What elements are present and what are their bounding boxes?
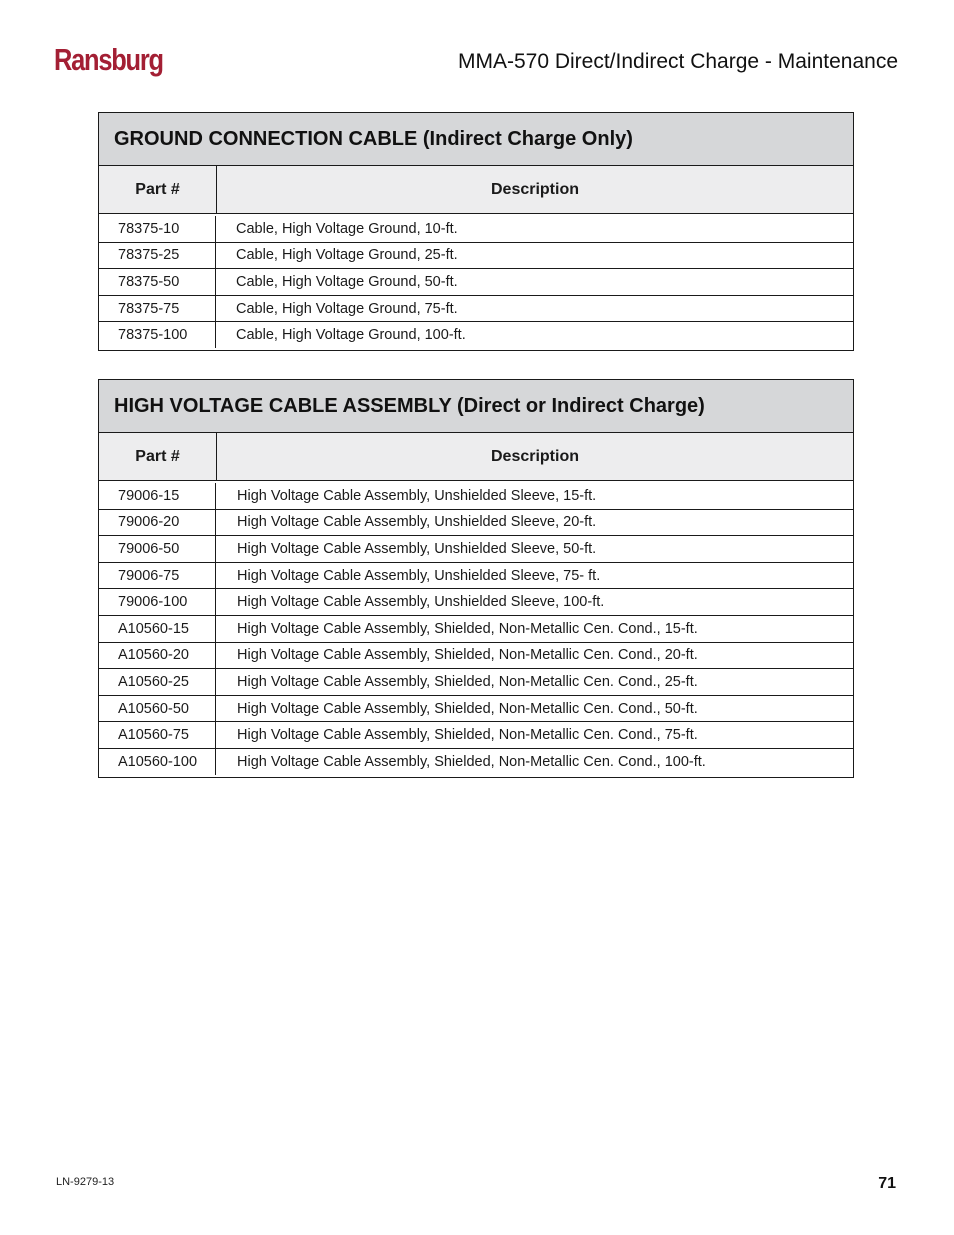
part-number: A10560-50 xyxy=(99,696,216,722)
document-number: LN-9279-13 xyxy=(56,1176,115,1188)
part-number: A10560-20 xyxy=(99,643,216,669)
page-number: 71 xyxy=(878,1175,896,1192)
table-row xyxy=(99,668,853,695)
part-number: 79006-15 xyxy=(99,483,216,509)
part-description: High Voltage Cable Assembly, Shielded, Non-Metallic Cen. Cond., 100-ft. xyxy=(237,753,706,770)
part-description: Cable, High Voltage Ground, 100-ft. xyxy=(236,327,466,344)
table-title: GROUND CONNECTION CABLE (Indirect Charge Only) xyxy=(99,113,853,166)
table-row xyxy=(99,321,853,348)
part-description: Cable, High Voltage Ground, 75-ft. xyxy=(236,300,458,317)
table-row xyxy=(99,748,853,775)
part-description: Cable, High Voltage Ground, 50-ft. xyxy=(236,273,458,290)
part-number: 78375-10 xyxy=(99,216,216,242)
table-header-row xyxy=(99,433,853,481)
part-description: High Voltage Cable Assembly, Unshielded Sleeve, 20-ft. xyxy=(237,514,597,531)
table-header-row xyxy=(99,166,853,214)
table-row xyxy=(99,242,853,269)
part-description: High Voltage Cable Assembly, Shielded, Non-Metallic Cen. Cond., 25-ft. xyxy=(237,673,698,690)
part-number: 79006-75 xyxy=(99,563,216,589)
part-number: 79006-20 xyxy=(99,510,216,536)
part-description: High Voltage Cable Assembly, Shielded, Non-Metallic Cen. Cond., 75-ft. xyxy=(237,727,698,744)
table-row xyxy=(99,695,853,722)
table-row xyxy=(99,268,853,295)
part-description: High Voltage Cable Assembly, Shielded, Non-Metallic Cen. Cond., 20-ft. xyxy=(237,647,698,664)
part-number: 78375-75 xyxy=(99,296,216,322)
table-row xyxy=(99,562,853,589)
part-number: 79006-100 xyxy=(99,589,216,615)
column-header-part: Part # xyxy=(99,166,217,213)
document-title: MMA-570 Direct/Indirect Charge - Maintenance xyxy=(457,50,898,73)
table-title: HIGH VOLTAGE CABLE ASSEMBLY (Direct or Indirect Charge) xyxy=(99,380,853,433)
part-number: 78375-25 xyxy=(99,243,216,269)
table-row xyxy=(99,509,853,536)
part-description: High Voltage Cable Assembly, Unshielded Sleeve, 75- ft. xyxy=(237,567,601,584)
part-number: 79006-50 xyxy=(99,536,216,562)
column-header-description: Description xyxy=(490,447,579,465)
part-number: 78375-50 xyxy=(99,269,216,295)
table-row xyxy=(99,483,853,509)
part-description: High Voltage Cable Assembly, Shielded, Non-Metallic Cen. Cond., 50-ft. xyxy=(237,700,698,717)
table-row xyxy=(99,642,853,669)
column-header-description: Description xyxy=(490,180,579,198)
ground-cable-table xyxy=(98,112,854,351)
part-description: High Voltage Cable Assembly, Shielded, Non-Metallic Cen. Cond., 15-ft. xyxy=(237,620,698,637)
table-row xyxy=(99,535,853,562)
table-row xyxy=(99,615,853,642)
table-row xyxy=(99,216,853,242)
part-number: A10560-75 xyxy=(99,722,216,748)
part-number: A10560-15 xyxy=(99,616,216,642)
table-row xyxy=(99,721,853,748)
part-description: Cable, High Voltage Ground, 10-ft. xyxy=(236,220,458,237)
part-number: 78375-100 xyxy=(99,322,216,348)
brand-logo: Ransburg xyxy=(54,42,163,77)
table-row xyxy=(99,588,853,615)
part-description: High Voltage Cable Assembly, Unshielded Sleeve, 15-ft. xyxy=(237,487,597,504)
part-description: High Voltage Cable Assembly, Unshielded Sleeve, 50-ft. xyxy=(237,540,597,557)
part-description: Cable, High Voltage Ground, 25-ft. xyxy=(236,247,458,264)
part-description: High Voltage Cable Assembly, Unshielded Sleeve, 100-ft. xyxy=(237,594,605,611)
table-row xyxy=(99,295,853,322)
part-number: A10560-25 xyxy=(99,669,216,695)
column-header-part: Part # xyxy=(99,433,217,480)
hv-cable-assembly-table xyxy=(98,379,854,778)
part-number: A10560-100 xyxy=(99,749,216,775)
